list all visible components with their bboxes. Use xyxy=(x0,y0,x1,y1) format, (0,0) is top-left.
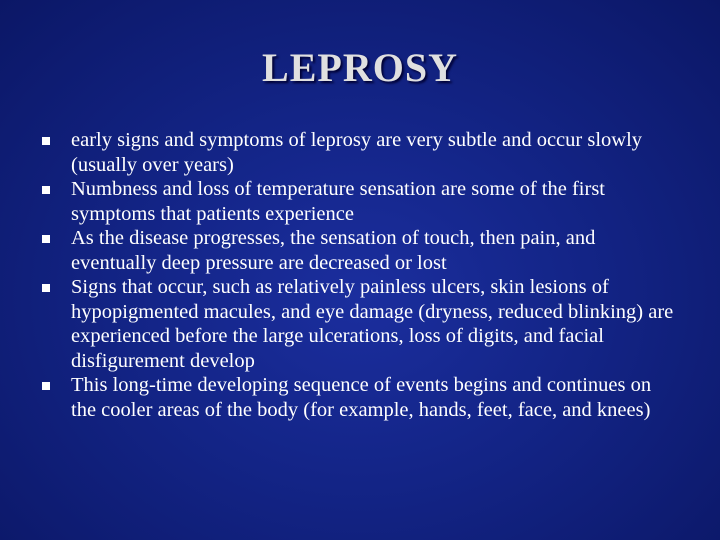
bullet-text: As the disease progresses, the sensation of touch, then pain, and eventually deep pressure are decreased or lost xyxy=(71,227,596,274)
square-bullet-icon xyxy=(42,235,50,243)
square-bullet-icon xyxy=(42,284,50,292)
bullet-item xyxy=(40,373,680,422)
bullet-item xyxy=(40,177,680,226)
bullet-item xyxy=(40,226,680,275)
square-bullet-icon xyxy=(42,186,50,194)
square-bullet-icon xyxy=(42,382,50,390)
bullet-item xyxy=(40,128,680,177)
bullet-text: Signs that occur, such as relatively painless ulcers, skin lesions of hypopigmented macules, and eye damage (dryness, reduced blinking) are experienced before the large ulcerations, loss of digits, and facial disfigurement develop xyxy=(71,276,674,372)
square-bullet-icon xyxy=(42,137,50,145)
bullet-list xyxy=(40,128,680,422)
bullet-text: early signs and symptoms of leprosy are very subtle and occur slowly (usually over years) xyxy=(71,129,643,176)
slide-title: LEPROSY xyxy=(262,45,458,90)
bullet-text: Numbness and loss of temperature sensation are some of the first symptoms that patients experience xyxy=(71,178,606,225)
bullet-text: This long-time developing sequence of events begins and continues on the cooler areas of the body (for example, hands, feet, face, and knees) xyxy=(71,374,652,421)
bullet-item xyxy=(40,275,680,373)
